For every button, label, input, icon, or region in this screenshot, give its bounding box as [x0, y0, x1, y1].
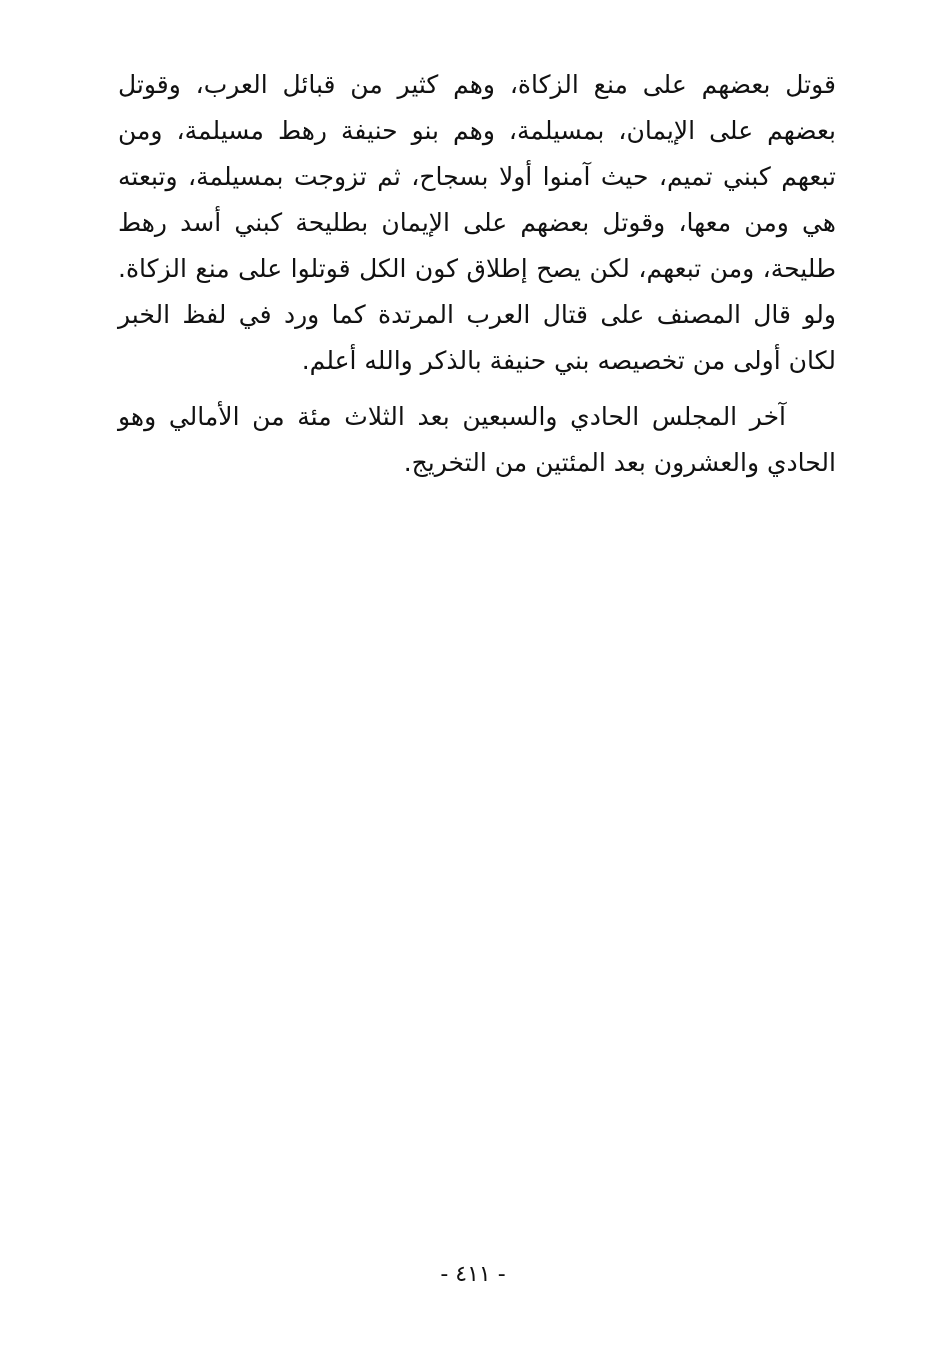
body-text — [118, 62, 836, 486]
paragraph-2: آخر المجلس الحادي والسبعين بعد الثلاث مئة من الأمالي وهو الحادي والعشرون بعد المئتين من التخريج. — [118, 402, 836, 477]
paragraph-1: قوتل بعضهم على منع الزكاة، وهم كثير من قبائل العرب، وقوتل بعضهم على الإيمان، بمسيلمة، وهم بنو حنيفة رهط مسيلمة، ومن تبعهم كبني تميم، حيث آمنوا أولا بسجاح، ثم تزوجت بمسيلمة، وتبعته هي ومن معها، وقوتل بعضهم على الإيمان بطليحة كبني أسد رهط طليحة، ومن تبعهم، لكن يصح إطلاق كون الكل قوتلوا على منع الزكاة. ولو قال المصنف على قتال العرب المرتدة كما ورد في لفظ الخبر لكان أولى من تخصيصه بني حنيفة بالذكر والله أعلم. — [118, 70, 836, 375]
page-number: - ٤١١ - — [440, 1262, 506, 1287]
